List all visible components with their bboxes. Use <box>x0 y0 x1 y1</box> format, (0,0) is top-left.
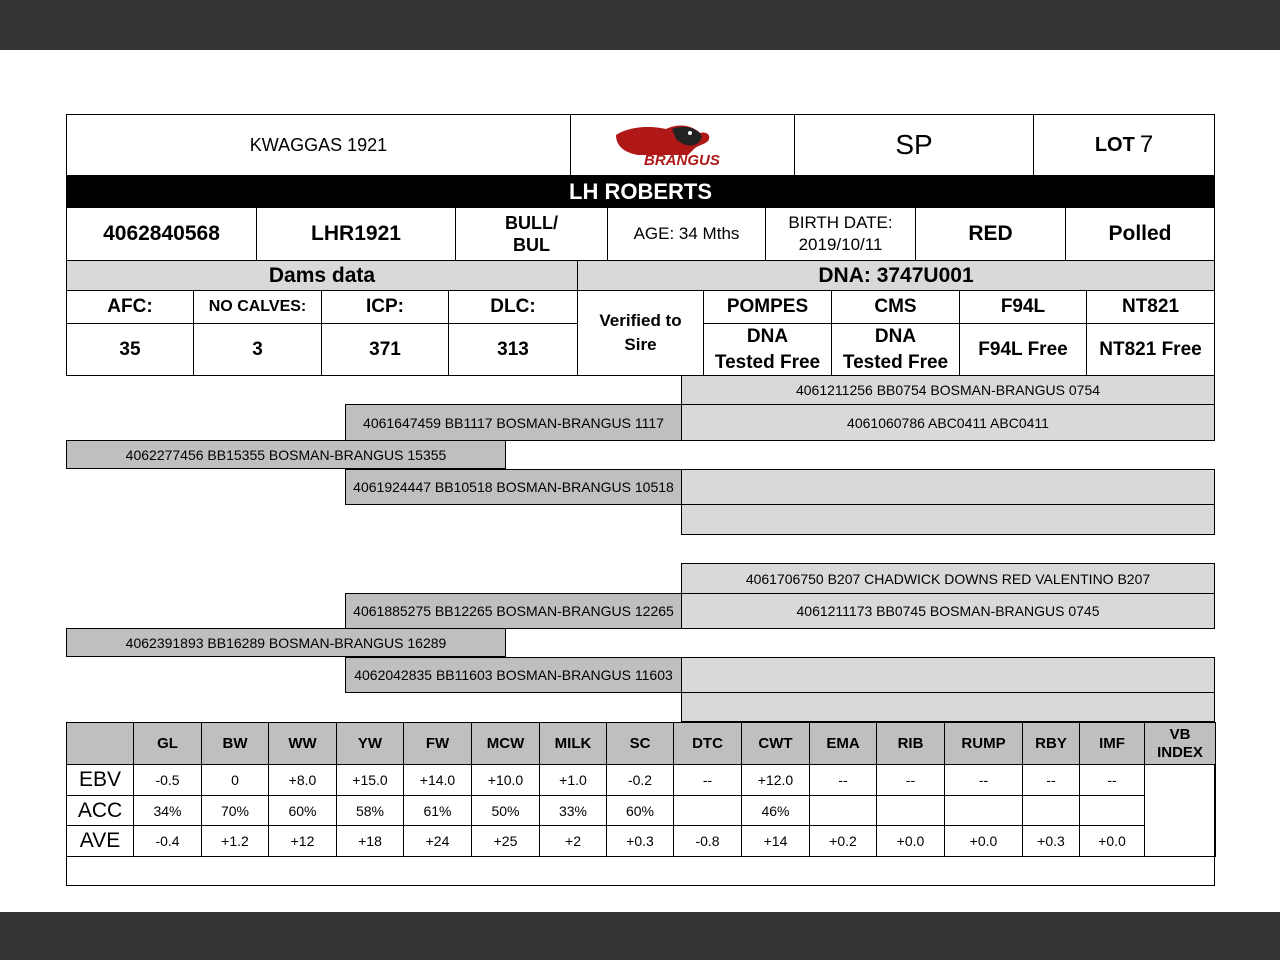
dlc-header: DLC: <box>448 290 578 324</box>
calves-value: 3 <box>193 323 322 376</box>
dam-dam: 4062042835 BB11603 BOSMAN-BRANGUS 11603 <box>345 657 682 693</box>
sd-dam <box>681 504 1215 535</box>
ds-dam: 4061211173 BB0745 BOSMAN-BRANGUS 0745 <box>681 593 1215 629</box>
nt821-result: NT821 Free <box>1086 323 1215 376</box>
ebv-cell: 60% <box>268 795 337 826</box>
ebv-cell: +1.2 <box>201 825 269 857</box>
sire-sire: 4061647459 BB1117 BOSMAN-BRANGUS 1117 <box>345 404 682 441</box>
ebv-cell: +24 <box>403 825 472 857</box>
ebv-col-rib: RIB <box>876 722 945 765</box>
ebv-cell: 46% <box>741 795 810 826</box>
f94l-result: F94L Free <box>959 323 1087 376</box>
sire-dam: 4061924447 BB10518 BOSMAN-BRANGUS 10518 <box>345 469 682 505</box>
grade: SP <box>794 114 1034 176</box>
vb-index-header: VB INDEX <box>1144 722 1216 765</box>
sd-sire <box>681 469 1215 505</box>
ebv-col-ww: WW <box>268 722 337 765</box>
ebv-col-mcw: MCW <box>471 722 540 765</box>
animal-name: KWAGGAS 1921 <box>66 114 571 176</box>
ebv-cell <box>673 795 742 826</box>
lot-number: 7 <box>1139 131 1154 158</box>
vb-index-value <box>1144 764 1216 857</box>
ebv-cell: +18 <box>336 825 404 857</box>
sex: BULL/ BUL <box>455 207 608 261</box>
ebv-cell: -- <box>1079 764 1145 796</box>
ebv-cell: +0.0 <box>1079 825 1145 857</box>
ebv-cell: +0.0 <box>944 825 1023 857</box>
nt821-header: NT821 <box>1086 290 1215 324</box>
ebv-cell: 61% <box>403 795 472 826</box>
ebv-cell: +14.0 <box>403 764 472 796</box>
tattoo: LHR1921 <box>256 207 456 261</box>
ebv-col-rby: RBY <box>1022 722 1080 765</box>
ebv-cell: 70% <box>201 795 269 826</box>
ebv-cell: +12.0 <box>741 764 810 796</box>
brangus-logo <box>570 114 795 176</box>
ebv-cell <box>809 795 877 826</box>
ebv-cell: -- <box>1022 764 1080 796</box>
dd-sire <box>681 657 1215 693</box>
ebv-row-label: ACC <box>66 795 134 826</box>
ebv-cell: +1.0 <box>539 764 607 796</box>
ebv-col-rump: RUMP <box>944 722 1023 765</box>
ebv-corner <box>66 722 134 765</box>
ebv-cell: 0 <box>201 764 269 796</box>
colour: RED <box>915 207 1066 261</box>
verified-to-sire: Verified to Sire <box>577 290 704 376</box>
ebv-cell: -0.2 <box>606 764 674 796</box>
icp-value: 371 <box>321 323 449 376</box>
dam-sire: 4061885275 BB12265 BOSMAN-BRANGUS 12265 <box>345 593 682 629</box>
ebv-cell: 34% <box>133 795 202 826</box>
calves-header: NO CALVES: <box>193 290 322 324</box>
ebv-cell: -0.5 <box>133 764 202 796</box>
ebv-col-dtc: DTC <box>673 722 742 765</box>
ebv-col-ema: EMA <box>809 722 877 765</box>
ebv-cell: -- <box>876 764 945 796</box>
birth-date: BIRTH DATE: 2019/10/11 <box>765 207 916 261</box>
ebv-cell <box>1022 795 1080 826</box>
afc-header: AFC: <box>66 290 194 324</box>
ebv-cell: +0.3 <box>606 825 674 857</box>
cms-result: DNA Tested Free <box>831 323 960 376</box>
afc-value: 35 <box>66 323 194 376</box>
ss-sire: 4061211256 BB0754 BOSMAN-BRANGUS 0754 <box>681 375 1215 405</box>
ebv-cell: +8.0 <box>268 764 337 796</box>
ebv-col-gl: GL <box>133 722 202 765</box>
horn-status: Polled <box>1065 207 1215 261</box>
ebv-cell: 60% <box>606 795 674 826</box>
ds-sire: 4061706750 B207 CHADWICK DOWNS RED VALENTINO B207 <box>681 563 1215 594</box>
ebv-cell: +0.3 <box>1022 825 1080 857</box>
ebv-cell <box>876 795 945 826</box>
ebv-cell: -- <box>809 764 877 796</box>
ebv-cell: +25 <box>471 825 540 857</box>
ebv-col-fw: FW <box>403 722 472 765</box>
ebv-col-milk: MILK <box>539 722 607 765</box>
sire: 4062277456 BB15355 BOSMAN-BRANGUS 15355 <box>66 440 506 469</box>
svg-text:BRANGUS: BRANGUS <box>643 152 720 169</box>
bull-logo-icon <box>608 121 758 169</box>
reg-number: 4062840568 <box>66 207 257 261</box>
dna-title: DNA: 3747U001 <box>577 260 1215 291</box>
ebv-col-cwt: CWT <box>741 722 810 765</box>
ebv-col-sc: SC <box>606 722 674 765</box>
ss-dam: 4061060786 ABC0411 ABC0411 <box>681 404 1215 441</box>
ebv-cell: -0.4 <box>133 825 202 857</box>
ebv-cell: +0.0 <box>876 825 945 857</box>
ebv-row-label: EBV <box>66 764 134 796</box>
ebv-cell: -- <box>944 764 1023 796</box>
ebv-cell: 33% <box>539 795 607 826</box>
top-bar <box>0 0 1280 50</box>
cms-header: CMS <box>831 290 960 324</box>
dlc-value: 313 <box>448 323 578 376</box>
ebv-cell: +14 <box>741 825 810 857</box>
icp-header: ICP: <box>321 290 449 324</box>
owner-name: LH ROBERTS <box>66 175 1215 208</box>
ebv-cell: -0.8 <box>673 825 742 857</box>
pompes-header: POMPES <box>703 290 832 324</box>
pompes-result: DNA Tested Free <box>703 323 832 376</box>
f94l-header: F94L <box>959 290 1087 324</box>
bottom-bar <box>0 912 1280 960</box>
lot-label: LOT <box>1094 133 1135 156</box>
ebv-col-imf: IMF <box>1079 722 1145 765</box>
ebv-cell: +15.0 <box>336 764 404 796</box>
ebv-row-label: AVE <box>66 825 134 857</box>
ebv-cell: +12 <box>268 825 337 857</box>
dd-dam <box>681 692 1215 722</box>
ebv-cell: -- <box>673 764 742 796</box>
ebv-col-bw: BW <box>201 722 269 765</box>
ebv-cell: 58% <box>336 795 404 826</box>
ebv-cell: +10.0 <box>471 764 540 796</box>
ebv-cell: +2 <box>539 825 607 857</box>
lot <box>1033 114 1215 176</box>
dam: 4062391893 BB16289 BOSMAN-BRANGUS 16289 <box>66 628 506 657</box>
ebv-cell <box>1079 795 1145 826</box>
ebv-cell <box>944 795 1023 826</box>
age: AGE: 34 Mths <box>607 207 766 261</box>
ebv-cell: 50% <box>471 795 540 826</box>
ebv-col-yw: YW <box>336 722 404 765</box>
dams-title: Dams data <box>66 260 578 291</box>
ebv-cell: +0.2 <box>809 825 877 857</box>
